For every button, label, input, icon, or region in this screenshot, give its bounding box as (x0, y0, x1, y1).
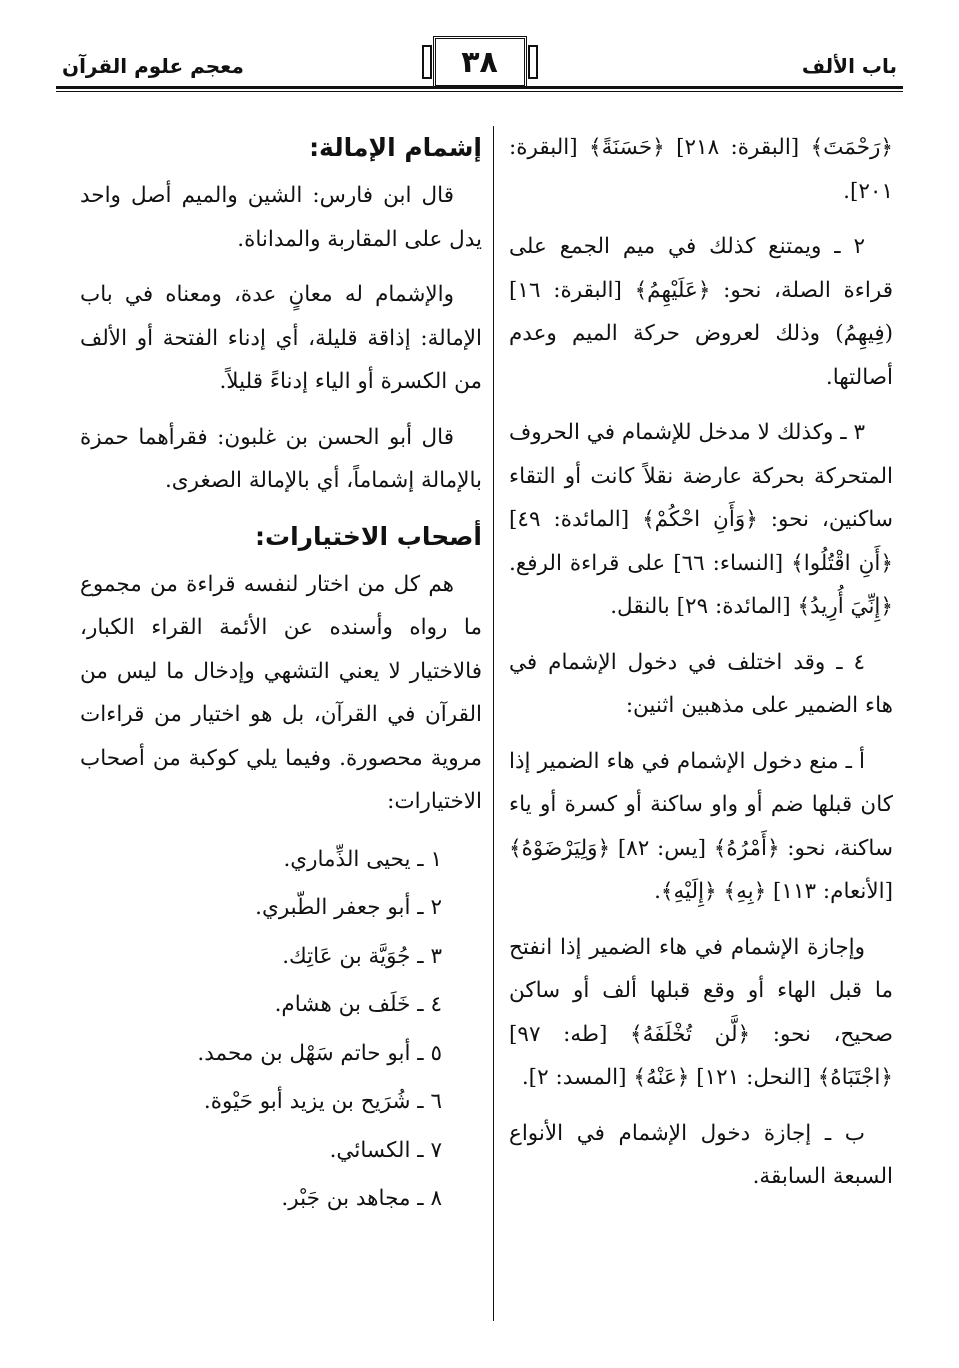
column-divider (493, 126, 494, 1321)
paragraph: قال أبو الحسن بن غلبون: فقرأهما حمزة بالإمالة إشماماً، أي بالإمالة الصغرى. (80, 424, 482, 493)
paragraph: قال ابن فارس: الشين والميم أصل واحد يدل على المقاربة والمداناة. (80, 183, 482, 252)
section-heading: أصحاب الاختيارات: (254, 521, 482, 551)
list-item: ٥ ـ أبو حاتم سَهْل بن محمد. (197, 1040, 442, 1066)
list-item: ٣ ـ جُوَيَّة بن عَاتِك. (282, 943, 442, 969)
paragraph: هم كل من اختار لنفسه قراءة من مجموع ما رواه وأسنده عن الأئمة القراء الكبار، فالاختيار لا يعني التشهي وإدخال ما ليس من القرآن في القرآن، بل هو اختيار من قراءات مروية محصورة. وفيما يلي كوكبة من أصحاب الاختيارات: (80, 571, 482, 814)
section-heading: إشمام الإمالة: (309, 133, 482, 162)
left-column (80, 126, 482, 1348)
paragraph: ﴿رَحْمَتَ﴾ [البقرة: ٢١٨] ﴿حَسَنَةً﴾ [البقرة: ٢٠١]. (509, 135, 893, 204)
paragraph: وإجازة الإشمام في هاء الضمير إذا انفتح ما قبل الهاء أو وقع قبلها ألف أو ساكن صحيح، نحو: ﴿لَّن تُخْلَفَهُ﴾ [طه: ٩٧] ﴿اجْتَبَاهُ﴾ [النحل: ١٢١] ﴿عَنْهُ﴾ [المسد: ٢]. (509, 934, 893, 1090)
paragraph: ٣ ـ وكذلك لا مدخل للإشمام في الحروف المتحركة بحركة عارضة نقلاً كانت أو التقاء ساكنين، نحو: ﴿وَأَنِ احْكُمْ﴾ [المائدة: ٤٩] ﴿أَنِ اقْتُلُوا﴾ [النساء: ٦٦] على قراءة الرفع. ﴿إِنِّيَ أُرِيدُ﴾ [المائدة: ٢٩] بالنقل. (509, 420, 893, 619)
right-column (509, 126, 893, 1348)
list-item: ٢ ـ أبو جعفر الطّبري. (255, 895, 442, 920)
paragraph: والإشمام له معانٍ عدة، ومعناه في باب الإمالة: إذاقة قليلة، أي إدناء الفتحة أو الألف من الكسرة أو الياء إدناءً قليلاً. (80, 282, 482, 394)
list-item: ٤ ـ خَلَف بن هشام. (274, 992, 442, 1017)
book-title: معجم علوم القرآن (62, 54, 244, 78)
list (80, 836, 482, 1224)
list-item: ١ ـ يحيى الذِّماري. (283, 846, 442, 872)
paragraph: أ ـ منع دخول الإشمام في هاء الضمير إذا كان قبلها ضم أو واو ساكنة أو كسرة أو ياء ساكنة، نحو: ﴿أَمْرُهُ﴾ [يس: ٨٢] ﴿وَلِيَرْضَوْهُ﴾ [الأنعام: ١١٣] ﴿بِهِ﴾ ﴿إِلَيْهِ﴾. (509, 748, 893, 904)
list-item: ٨ ـ مجاهد بن جَبْر. (281, 1186, 442, 1211)
page-number-box (433, 36, 527, 88)
header-rule (56, 86, 903, 92)
page-header (56, 30, 903, 94)
chapter-title: باب الألف (801, 54, 897, 78)
list-item: ٦ ـ شُرَيح بن يزيد أبو حَيْوة. (203, 1089, 442, 1114)
paragraph: ٢ ـ ويمتنع كذلك في ميم الجمع على قراءة الصلة، نحو: ﴿عَلَيْهِمُ﴾ [البقرة: ١٦] (فِيهِمُ) وذلك لعروض حركة الميم وعدم أصالتها. (509, 234, 893, 390)
page-number: ٣٨ (461, 44, 498, 80)
list-item: ٧ ـ الكسائي. (329, 1137, 442, 1163)
paragraph: ب ـ إجازة دخول الإشمام في الأنواع السبعة السابقة. (509, 1120, 893, 1189)
paragraph: ٤ ـ وقد اختلف في دخول الإشمام في هاء الضمير على مذهبين اثنين: (509, 649, 893, 718)
